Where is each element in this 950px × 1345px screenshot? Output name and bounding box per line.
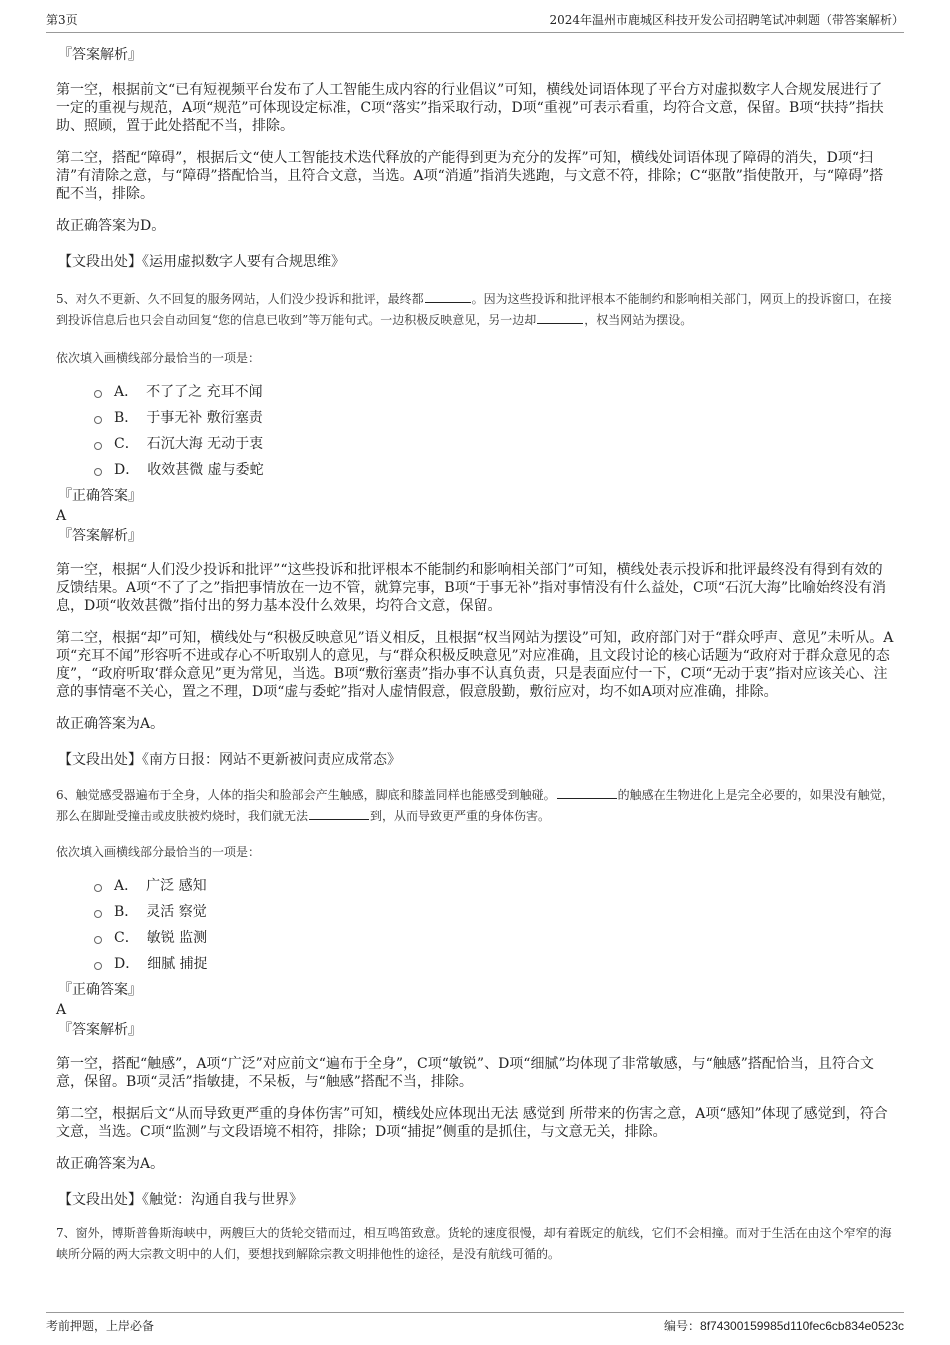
fill-blank xyxy=(309,806,369,820)
analysis-paragraph: 第一空，根据前文“已有短视频平台发布了人工智能生成内容的行业倡议”可知，横线处词语体现了平台方对虚拟数字人合规发展进行了一定的重视与规范，A项“规范”可体现设定标准，C项“落实”指采取行动，D项“重视”可表示看重，均符合文意，保留。B项“扶持”指扶助、照顾，置于此处搭配不当，排除。 xyxy=(56,82,884,134)
fill-blank xyxy=(425,289,471,303)
answer-options xyxy=(94,873,896,977)
option-text: 细腻 捕捉 xyxy=(147,956,208,972)
analysis-paragraph: 第二空，根据“却”可知，横线处与“积极反映意见”语义相反，且根据“权当网站为摆设”可知，政府部门对于“群众呼声、意见”未听从。A项“充耳不闻”形容听不进或存心不听取别人的意见，与“群众积极反映意见”对应准确，且文段讨论的核心话题为“政府对于群众意见的态度”，“政府听取‘群众意见”更为常见，当选。B项“敷衍塞责”指办事不认真负责，只是表面应付一下，C项“无动于衷”指对应该关心、注意的事情毫不关心，置之不理，D项“虚与委蛇”指对人虚情假意，假意殷勤，敷衍应对，均不如A项对应准确，排除。 xyxy=(56,630,894,700)
option-text: 石沉大海 无动于衷 xyxy=(146,436,264,452)
option-key: B． xyxy=(114,410,139,426)
page-number: 第3页 xyxy=(46,13,78,27)
source-citation: 【文段出处】《触觉：沟通自我与世界》 xyxy=(58,1192,303,1208)
final-answer-text: 故正确答案为A。 xyxy=(56,1156,165,1172)
analysis-label: 『答案解析』 xyxy=(58,1022,142,1038)
option-b[interactable] xyxy=(94,899,896,925)
option-a[interactable] xyxy=(94,379,896,405)
option-text: 敏锐 监测 xyxy=(146,930,208,946)
final-answer-text: 故正确答案为A。 xyxy=(56,716,165,732)
answer-options xyxy=(94,379,896,483)
document-code xyxy=(664,1316,904,1336)
option-text: 收效甚微 虚与委蛇 xyxy=(147,462,264,478)
option-key: D． xyxy=(114,956,140,972)
radio-button[interactable] xyxy=(94,936,102,944)
radio-button[interactable] xyxy=(94,910,102,918)
fill-blank xyxy=(557,785,617,799)
analysis-label: 『答案解析』 xyxy=(58,47,142,63)
option-text: 不了了之 充耳不闻 xyxy=(146,384,263,400)
option-text: 广泛 感知 xyxy=(146,878,207,894)
radio-button[interactable] xyxy=(94,468,102,476)
option-text: 于事无补 敷衍塞责 xyxy=(146,410,263,426)
final-answer-text: 故正确答案为D。 xyxy=(56,218,166,234)
code-label: 编号： xyxy=(664,1319,701,1333)
radio-button[interactable] xyxy=(94,884,102,892)
question-text: 。因为这些投诉和批评根本不能制约和影响相关部门，网页上的投诉窗口，在接到投诉信息后也只会自动回复“您的信息已收到”等万能句式。一边积极反映意见，另一边却 xyxy=(56,292,892,327)
question-instruction: 依次填入画横线部分最恰当的一项是： xyxy=(56,845,261,859)
radio-button[interactable] xyxy=(94,962,102,970)
analysis-label: 『答案解析』 xyxy=(58,528,142,544)
question-text: 到，从而导致更严重的身体伤害。 xyxy=(370,809,551,823)
option-key: C． xyxy=(114,436,139,452)
option-c[interactable] xyxy=(94,431,896,457)
radio-button[interactable] xyxy=(94,390,102,398)
source-citation: 【文段出处】《运用虚拟数字人要有合规思维》 xyxy=(58,254,345,270)
option-d[interactable] xyxy=(94,951,896,977)
question-text: 的触感在生物进化上是完全必要的，如果没有触觉，那么在脚趾受撞击或皮肤被灼烧时，我们就无法 xyxy=(56,788,894,823)
question-text: 5、对久不更新、久不回复的服务网站，人们没少投诉和批评，最终都 xyxy=(56,292,424,306)
option-text: 灵活 察觉 xyxy=(146,904,207,920)
correct-answer-label: 『正确答案』 xyxy=(58,488,142,504)
question-text: 6、触觉感受器遍布于全身，人体的指尖和脸部会产生触感，脚底和膝盖同样也能感受到触碰。 xyxy=(56,788,556,802)
option-key: B． xyxy=(114,904,139,920)
source-citation: 【文段出处】《南方日报：网站不更新被问责应成常态》 xyxy=(58,752,401,768)
option-a[interactable] xyxy=(94,873,896,899)
footer-slogan: 考前押题，上岸必备 xyxy=(46,1319,155,1333)
document-body xyxy=(56,46,896,1265)
question-7-stem: 7、窗外，博斯普鲁斯海峡中，两艘巨大的货轮交错而过，相互鸣笛致意。货轮的速度很慢，却有着既定的航线，它们不会相撞。而对于生活在由这个窄窄的海峡所分隔的两大宗教文明中的人们，要想找到解除宗教文明排他性的途径，是没有航线可循的。 xyxy=(56,1226,892,1261)
analysis-paragraph: 第二空，搭配“障碍”，根据后文“使人工智能技术迭代释放的产能得到更为充分的发挥”可知，横线处词语体现了障碍的消失，D项“扫清”有清除之意，与“障碍”搭配恰当，且符合文意，当选。A项“消遁”指消失逃跑，与文意不符，排除；C“驱散”指使散开，与“障碍”搭配不当，排除。 xyxy=(56,150,884,202)
analysis-paragraph: 第一空，搭配“触感”，A项“广泛”对应前文“遍布于全身”，C项“敏锐”、D项“细腻”均体现了非常敏感，与“触感”搭配恰当，且符合文意，保留。B项“灵活”指敏捷，不呆板，与“触感”搭配不当，排除。 xyxy=(56,1056,874,1090)
option-b[interactable] xyxy=(94,405,896,431)
analysis-paragraph: 第二空，根据后文“从而导致更严重的身体伤害”可知，横线处应体现出无法 感觉到 所带来的伤害之意，A项“感知”体现了感觉到，符合文意，当选。C项“监测”与文段语境不相符，排除；D项“捕捉”侧重的是抓住，与文意无关，排除。 xyxy=(56,1106,888,1140)
option-d[interactable] xyxy=(94,457,896,483)
radio-button[interactable] xyxy=(94,416,102,424)
fill-blank xyxy=(537,310,583,324)
correct-answer-value: A xyxy=(56,1002,67,1018)
page-footer xyxy=(46,1312,904,1335)
option-key: A． xyxy=(114,384,139,400)
code-value: 8f74300159985d110fec6cb834e0523c xyxy=(700,1319,904,1333)
page-header xyxy=(46,10,904,33)
document-title: 2024年温州市鹿城区科技开发公司招聘笔试冲刺题（带答案解析） xyxy=(549,13,904,27)
correct-answer-value: A xyxy=(56,508,67,524)
correct-answer-label: 『正确答案』 xyxy=(58,982,142,998)
option-key: C． xyxy=(114,930,139,946)
question-6-stem xyxy=(56,785,896,827)
option-key: D． xyxy=(114,462,140,478)
option-c[interactable] xyxy=(94,925,896,951)
question-instruction: 依次填入画横线部分最恰当的一项是： xyxy=(56,351,261,365)
analysis-paragraph: 第一空，根据“人们没少投诉和批评”“这些投诉和批评根本不能制约和影响相关部门”可知，横线处表示投诉和批评最终没有得到有效的反馈结果。A项“不了了之”指把事情放在一边不管，就算完事，B项“于事无补”指对事情没有什么益处，C项“石沉大海”比喻始终没有消息，D项“收效甚微”指付出的努力基本没什么效果，均符合文意，保留。 xyxy=(56,562,887,614)
option-key: A． xyxy=(114,878,139,894)
question-text: ，权当网站为摆设。 xyxy=(584,313,693,327)
radio-button[interactable] xyxy=(94,442,102,450)
question-5-stem xyxy=(56,289,896,331)
